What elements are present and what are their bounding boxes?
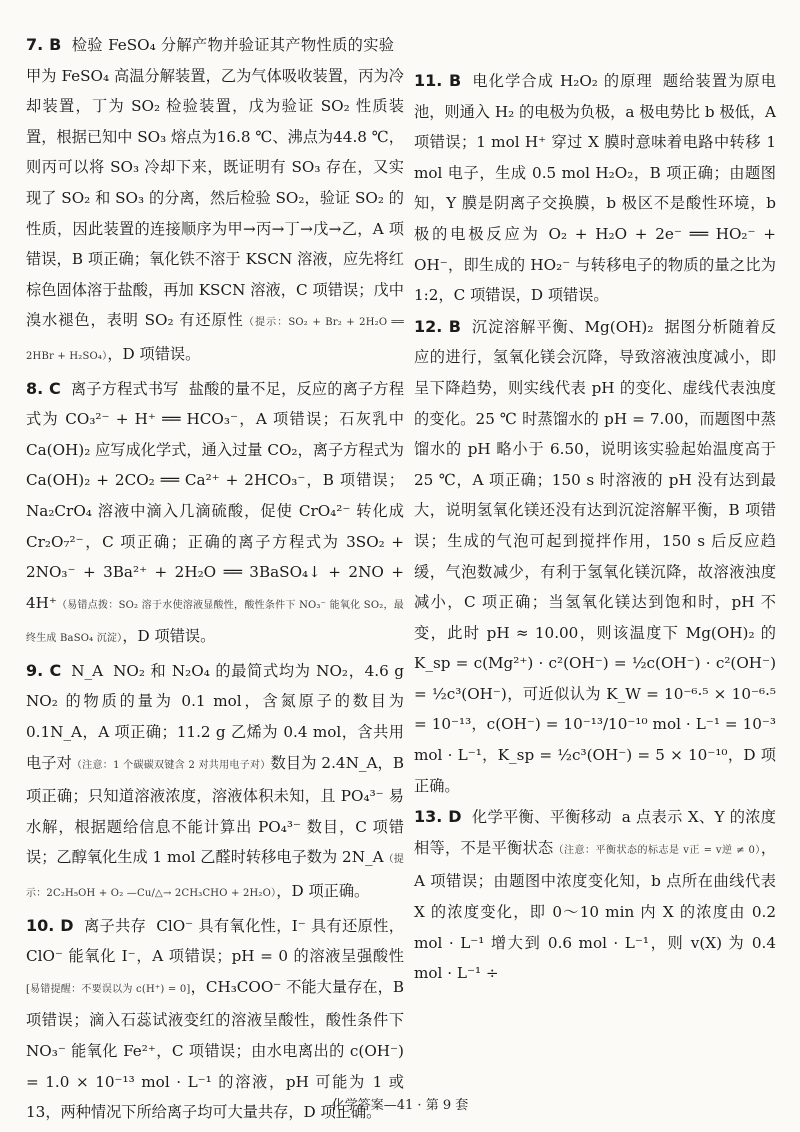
answer-tail: ，D 项错误。 xyxy=(107,344,201,363)
answer-text: a 点表示 X、Y 的浓度相等，不是平衡状态 xyxy=(414,808,776,857)
answer-tail: ，CH₃COO⁻ 不能大量存在，B 项错误；滴入石蕊试液变红的溶液呈酸性，酸性条件下 NO₃⁻ 能氧化 Fe²⁺，C 项错误；由水电离出的 c(OH⁻) = 1.0 × 10⁻¹³ mol · L⁻¹ 的溶液，pH 可能为 1 或 13，两种情况下所给离子均可大量共存，D 项正确。 xyxy=(26,977,404,1122)
page-footer: 化学答案—41 · 第 9 套 xyxy=(331,1098,469,1113)
answer-topic: N_A xyxy=(71,661,104,680)
left-column xyxy=(26,30,404,1129)
answer-item-11 xyxy=(414,66,776,311)
answer-note: （注意：1 个碳碳双键含 2 对共用电子对） xyxy=(71,759,271,771)
answer-note: （易错点拨：SO₂ 溶于水使溶液显酸性，酸性条件下 NO₃⁻ 能氧化 SO₂，最终生成 BaSO₄ 沉淀） xyxy=(26,599,404,645)
answer-note-2: （提示：2C₂H₅OH + O₂ —Cu/△→ 2CH₃CHO + 2H₂O） xyxy=(26,854,405,900)
answer-number: 12. B xyxy=(414,316,462,336)
answer-topic: 沉淀溶解平衡、Mg(OH)₂ xyxy=(471,317,654,336)
answer-number: 11. B xyxy=(414,71,462,90)
answer-topic: 化学平衡、平衡移动 xyxy=(471,808,612,827)
answer-tail: ，D 项错误。 xyxy=(122,627,216,646)
answer-tail-2: ，D 项正确。 xyxy=(276,882,370,901)
answer-number: 8. C xyxy=(26,378,61,398)
answer-item-13 xyxy=(414,802,776,989)
answer-topic: 离子方程式书写 xyxy=(70,379,179,398)
answer-text: ClO⁻ 具有氧化性，I⁻ 具有还原性，ClO⁻ 能氧化 I⁻，A 项错误；pH = 0 的溶液呈强酸性 xyxy=(26,916,404,966)
answer-item-9 xyxy=(26,656,404,910)
answer-text: 盐酸的量不足，反应的离子方程式为 CO₃²⁻ + H⁺ ══ HCO₃⁻，A 项错误；石灰乳中 Ca(OH)₂ 应写成化学式，通入过量 CO₂，离子方程式为 Ca(OH)₂ + 2CO₂ ══ Ca²⁺ + 2HCO₃⁻，B 项错误；Na₂CrO₄ 溶液中滴入几滴硫酸，促使 CrO₄²⁻ 转化成 Cr₂O₇²⁻，C 项正确；正确的离子方程式为 3SO₂ + 2NO₃⁻ + 3Ba²⁺ + 2H₂O ══ 3BaSO₄↓ + 2NO + 4H⁺ xyxy=(26,379,405,612)
answer-text: 甲为 FeSO₄ 高温分解装置，乙为气体吸收装置，丙为冷却装置，丁为 SO₂ 检验装置，戊为验证 SO₂ 性质装置，根据已知中 SO₃ 熔点为16.8 ℃、沸点为44.8 ℃，则丙可以将 SO₃ 冷却下来，既证明有 SO₃ 存在，又实现了 SO₂ 和 SO₃ 的分离，然后检验 SO₂，验证 SO₂ 的性质，因此装置的连接顺序为甲→丙→丁→戊→乙，A 项错误，B 项正确；氧化铁不溶于 KSCN 溶液，应先将红棕色固体溶于盐酸，再加 KSCN 溶液，C 项错误；戊中溴水褪色，表明 SO₂ 有还原性 xyxy=(26,66,404,330)
answer-text: NO₂ 和 N₂O₄ 的最简式均为 NO₂，4.6 g NO₂ 的物质的量为 0.1 mol，含氮原子的数目为 0.1N_A，A 项正确；11.2 g 乙烯为 0.4 mol，含共用电子对 xyxy=(26,661,404,772)
answer-topic: 电化学合成 H₂O₂ 的原理 xyxy=(471,72,653,90)
answer-number: 9. C xyxy=(26,660,62,680)
answer-text: 据图分析随着反应的进行，氢氧化镁会沉降，导致溶液浊度减小，即呈下降趋势，则实线代表 pH 的变化、虚线代表浊度的变化。25 ℃ 时蒸馏水的 pH = 7.00，而题图中蒸馏水的 pH 略小于 6.50，说明该实验起始温度高于 25 ℃，A 项正确；150 s 时溶液的 pH 没有达到最大，说明氢氧化镁还没有达到沉淀溶解平衡，B 项错误；生成的气泡可起到搅拌作用，150 s 后反应趋缓，气泡数减少，有利于氢氧化镁沉降，故溶液浊度减小，C 项正确；当氢氧化镁达到饱和时，pH 不变，此时 pH ≈ 10.00，则该温度下 Mg(OH)₂ 的 K_sp = c(Mg²⁺) · c²(OH⁻) = ½c(OH⁻) · c²(OH⁻) = ½c³(OH⁻)，可近似认为 K_W = 10⁻⁶·⁵ × 10⁻⁶·⁵ = 10⁻¹³，c(OH⁻) = 10⁻¹³/10⁻¹⁰ mol · L⁻¹ = 10⁻³ mol · L⁻¹，K_sp = ½c³(OH⁻) = 5 × 10⁻¹⁰，D 项正确。 xyxy=(414,317,777,795)
answer-item-7 xyxy=(26,30,404,373)
answer-item-12 xyxy=(414,312,776,802)
answer-note: [易错提醒：不要误以为 c(H⁺) = 0] xyxy=(26,983,191,995)
answer-number: 10. D xyxy=(26,915,74,935)
right-column xyxy=(414,66,776,990)
answer-topic: 离子共存 xyxy=(83,916,147,935)
answer-topic: 检验 FeSO₄ 分解产物并验证其产物性质的实验 xyxy=(71,36,394,54)
answer-note: （提示：SO₂ + Br₂ + 2H₂O ══ 2HBr + H₂SO₄） xyxy=(26,317,404,362)
answer-item-8 xyxy=(26,374,404,655)
answer-tail: 数目为 2.4N_A，B 项正确；只知道溶液浓度，溶液体积未知，且 PO₄³⁻ 易水解，根据题给信息不能计算出 PO₄³⁻ 数目，C 项错误；乙醇氧化生成 1 mol 乙醛时转移电子数为 2N_A xyxy=(26,753,404,867)
answer-text: 题给装置为原电池，则通入 H₂ 的电极为负极，a 极电势比 b 极低，A 项错误；1 mol H⁺ 穿过 X 膜时意味着电路中转移 1 mol 电子，生成 0.5 mol H₂O₂，B 项正确；由题图知，Y 膜是阴离子交换膜，b 极区不是酸性环境，b 极的电极反应为 O₂ + H₂O + 2e⁻ ══ HO₂⁻ + OH⁻，即生成的 HO₂⁻ 与转移电子的物质的量之比为 1:2，C 项错误，D 项错误。 xyxy=(414,72,777,305)
answer-note: （注意：平衡状态的标志是 v正 = v逆 ≠ 0） xyxy=(553,844,761,856)
answer-number: 7. B xyxy=(26,35,62,54)
answer-number: 13. D xyxy=(414,807,462,827)
answer-tail: ，A 项错误；由题图中浓度变化知，b 点所在曲线代表 X 的浓度变化，即 0～10 min 内 X 的浓度由 0.2 mol · L⁻¹ 增大到 0.6 mol · L⁻¹，则 v(X) 为 0.4 mol · L⁻¹ ÷ xyxy=(414,838,777,983)
